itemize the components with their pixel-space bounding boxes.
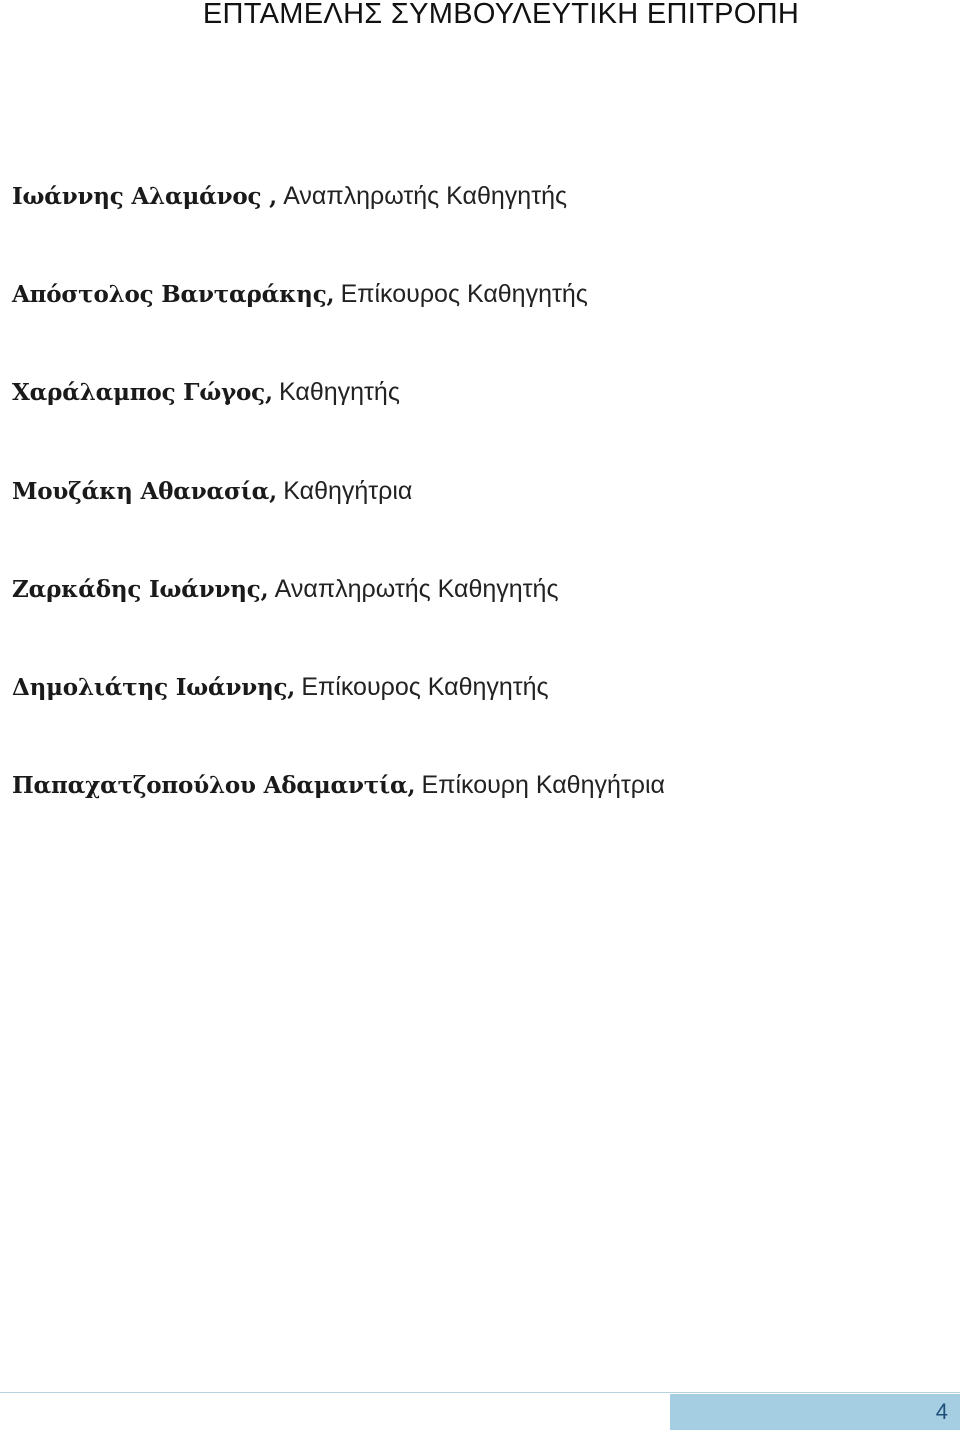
member-name: Δημολιάτης Ιωάννης, <box>12 673 296 701</box>
member-role: Αναπληρωτής Καθηγητής <box>283 182 568 210</box>
footer-divider <box>0 1392 960 1393</box>
member-role: Αναπληρωτής Καθηγητής <box>274 574 559 603</box>
member-name: Ιωάννης Αλαμάνος , <box>12 183 277 210</box>
member-item-4 <box>12 473 665 571</box>
committee-member-list <box>12 178 665 865</box>
member-item-2 <box>12 276 665 374</box>
member-item-1 <box>12 178 665 276</box>
member-name: Ζαρκάδης Ιωάννης, <box>12 575 269 603</box>
member-item-5 <box>12 571 665 669</box>
member-item-7 <box>12 767 665 865</box>
member-item-6 <box>12 669 665 767</box>
member-name: Μουζάκη Αθανασία, <box>12 477 277 505</box>
member-name: Απόστολος Βανταράκης, <box>12 281 335 309</box>
member-role: Επίκουρος Καθηγητής <box>301 672 549 701</box>
member-name: Χαράλαμπος Γώγος, <box>12 379 273 407</box>
page-title: ΕΠΤΑΜΕΛΗΣ ΣΥΜΒΟΥΛΕΥΤΙΚΗ ΕΠΙΤΡΟΠΗ <box>202 0 800 30</box>
member-role: Καθηγήτρια <box>283 476 413 505</box>
member-role: Καθηγητής <box>279 378 400 407</box>
page-number-box <box>670 1394 960 1430</box>
member-item-3 <box>12 374 665 472</box>
member-name: Παπαχατζοπούλου Αδαμαντία, <box>12 772 416 800</box>
member-role: Επίκουρος Καθηγητής <box>340 280 588 309</box>
member-role: Επίκουρη Καθηγήτρια <box>421 771 665 800</box>
page-number: 4 <box>935 1399 948 1424</box>
